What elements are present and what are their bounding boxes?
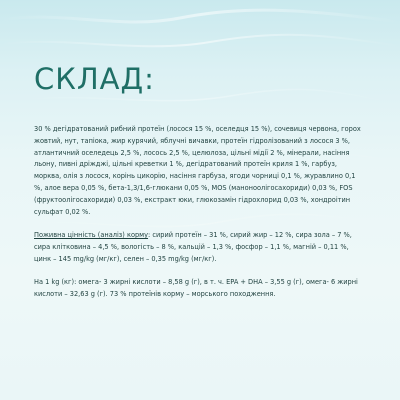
composition-text-block: [34, 124, 364, 313]
ingredients-paragraph: 30 % дегідратований рибний протеїн (лосося 15 %, оселедця 15 %), сочевиця червона, горох жовтий, нут, тапіока, жир курячий, яблучні вичавки, протеїн гідролізований з лосося 3 %, атлантичний оселедець 2,5 %, лосось 2,5 %, целюлоза, цільні мідії 2 %, мінерали, насіння льону, пивні дріжджі, цільні креветки 1 %, дегідратований протеїн криля 1 %, гарбуз, морква, олія з лосося, корінь цикорію, насіння гарбуза, ягоди чорниці 0,1 %, журавлино 0,1 %, алое вера 0,05 %, бета-1,3/1,6-глюкани 0,05 %, MOS (маноноолігосахориди) 0,03 %, FOS (фруктоолігосахориди) 0,03 %, екстракт юки, глюкозамін гідрохлорид 0,03 %, хондроітин сульфат 0,02 %.: [34, 125, 361, 216]
page-title: СКЛАД:: [34, 62, 155, 96]
nutrition-heading: Поживна цінність (аналіз) корму: [34, 231, 149, 240]
nutrition-paragraph: [34, 230, 364, 265]
fatty-acids-paragraph: На 1 kg (кг): омега- 3 жирні кислоти – 8,58 g (г), в т. ч. EPA + DHA – 3,55 g (г), омега- 6 жирні кислоти – 32,63 g (г). 73 % протеїнів корму – морського походження.: [34, 278, 358, 299]
nutrition-values: : сирий протеїн – 31 %, сирий жир – 12 %, сира зола – 7 %, сира клітковина – 4,5 %, вологість – 8 %, кальцій – 1,3 %, фосфор – 1,1 %, магній – 0,11 %, цинк – 145 mg/kg (мг/кг), селен – 0,35 mg/kg (мг/кг).: [34, 231, 352, 263]
